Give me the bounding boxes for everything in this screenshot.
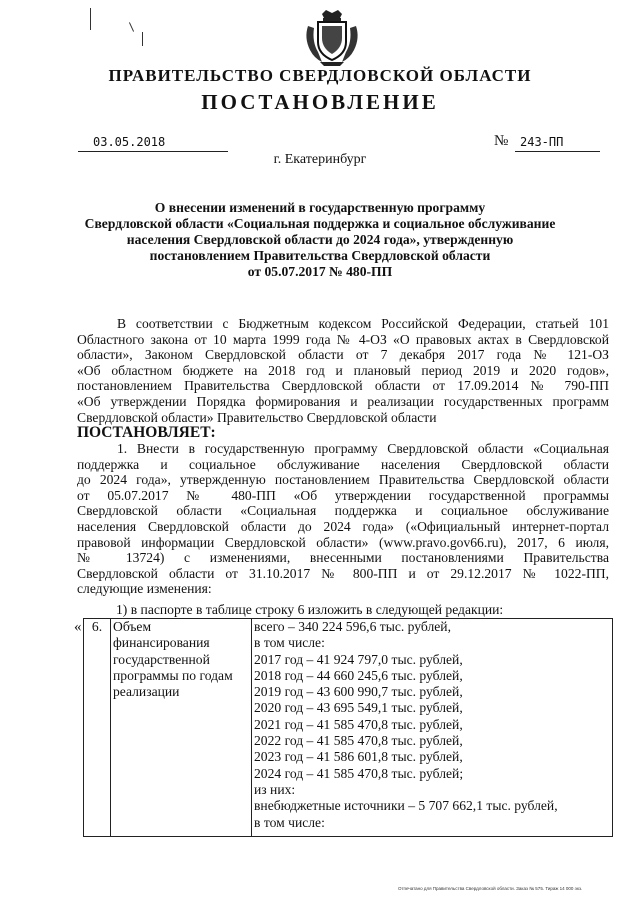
passport-table [83,618,613,837]
item-line: поддержка и социальное обслуживание населения Свердловской области [77,456,609,472]
row-number: 6. [84,619,111,837]
heading-line: от 05.07.2017 № 480-ПП [247,264,393,279]
item-line: населения Свердловской области до 2024 года» («Официальный интернет-портал [77,518,609,534]
value-line: 2018 год – 44 660 245,6 тыс. рублей, [254,667,463,683]
item-line: следующие изменения: [77,581,212,597]
document-city: г. Екатеринбург [273,152,367,167]
preamble-line: Свердловской области» Правительство Свердловской области [77,409,437,425]
label-line: программы по годам [113,667,233,683]
value-line: 2019 год – 43 600 990,7 тыс. рублей, [254,684,463,700]
label-line: финансирования [113,635,210,651]
coat-of-arms-emblem [300,8,364,68]
heading-line: постановлением Правительства Свердловской области [149,248,491,263]
item-1-paragraph [77,441,609,597]
value-line: внебюджетные источники – 5 707 662,1 тыс. рублей, [254,798,558,814]
document-number: 243-ПП [520,135,564,149]
row-label [111,619,252,837]
government-title: ПРАВИТЕЛЬСТВО СВЕРДЛОВСКОЙ ОБЛАСТИ [108,66,532,85]
value-line: 2022 год – 41 585 470,8 тыс. рублей, [254,733,463,749]
table-row [84,619,613,837]
value-line: в том числе: [254,814,325,830]
resolves-keyword: ПОСТАНОВЛЯЕТ: [77,424,216,441]
item-line: правовой информации Свердловской области» (www.pravo.gov66.ru), 2017, 6 июля, [77,534,609,550]
preamble-line: «Об областном бюджете на 2018 год и плановый период 2019 и 2020 годов», [77,362,609,378]
item-line: Свердловской области от 31.10.2017 № 800-ПП и от 29.12.2017 № 1022-ПП, [77,565,609,581]
preamble-paragraph [77,316,609,425]
preamble-line: Областного закона от 10 марта 1999 года № 4-ОЗ «О правовых актах в Свердловской [77,331,609,347]
open-quote: « [74,619,82,635]
value-line: 2024 год – 41 585 470,8 тыс. рублей; [254,765,464,781]
document-heading [60,200,580,280]
item-line: 1. Внести в государственную программу Свердловской области «Социальная [117,441,609,456]
preamble-line: постановлением Правительства Свердловской области от 17.09.2014 № 790-ПП [77,378,609,394]
value-line: 2017 год – 41 924 797,0 тыс. рублей, [254,651,463,667]
heading-line: О внесении изменений в государственную программу [154,200,486,215]
value-line: в том числе: [254,635,325,651]
item-line: № 13724) с изменениями, внесенными постановлениями Правительства [77,550,609,566]
preamble-line: В соответствии с Бюджетным кодексом Российской Федерации, статьей 101 [117,316,609,331]
item-line: Свердловской области «Социальная поддержка и социальное обслуживание [77,503,609,519]
row-value [252,619,613,837]
preamble-line: области», Законом Свердловской области от 7 декабря 2017 года № 121-ОЗ [77,347,609,363]
document-date: 03.05.2018 [93,135,166,149]
label-line: государственной [113,651,210,667]
scan-mark [129,22,134,31]
value-line: 2021 год – 41 585 470,8 тыс. рублей, [254,716,463,732]
scan-mark [142,32,143,46]
subitem-1: 1) в паспорте в таблице строку 6 изложить в следующей редакции: [116,602,504,617]
scan-mark [90,8,91,30]
heading-line: населения Свердловской области до 2024 года», утвержденную [126,232,514,247]
document-type: ПОСТАНОВЛЕНИЕ [201,90,439,114]
print-footer: Отпечатано для Правительства Свердловской области. Заказ № 575. Тираж 14 000 экз. [398,886,583,891]
value-line: всего – 340 224 596,6 тыс. рублей, [254,619,451,634]
preamble-line: «Об утверждении Порядка формирования и реализации государственных программ [77,393,609,409]
item-line: от 05.07.2017 № 480-ПП «Об утверждении государственной программы [77,487,609,503]
value-line: из них: [254,781,296,797]
item-line: до 2024 года», утвержденную постановлением Правительства Свердловской области [77,472,609,488]
value-line: 2023 год – 41 586 601,8 тыс. рублей, [254,749,463,765]
label-line: Объем [113,619,152,634]
number-sign: № [494,133,509,149]
value-line: 2020 год – 43 695 549,1 тыс. рублей, [254,700,463,716]
label-line: реализации [113,684,180,700]
heading-line: Свердловской области «Социальная поддержка и социальное обслуживание [84,216,556,231]
